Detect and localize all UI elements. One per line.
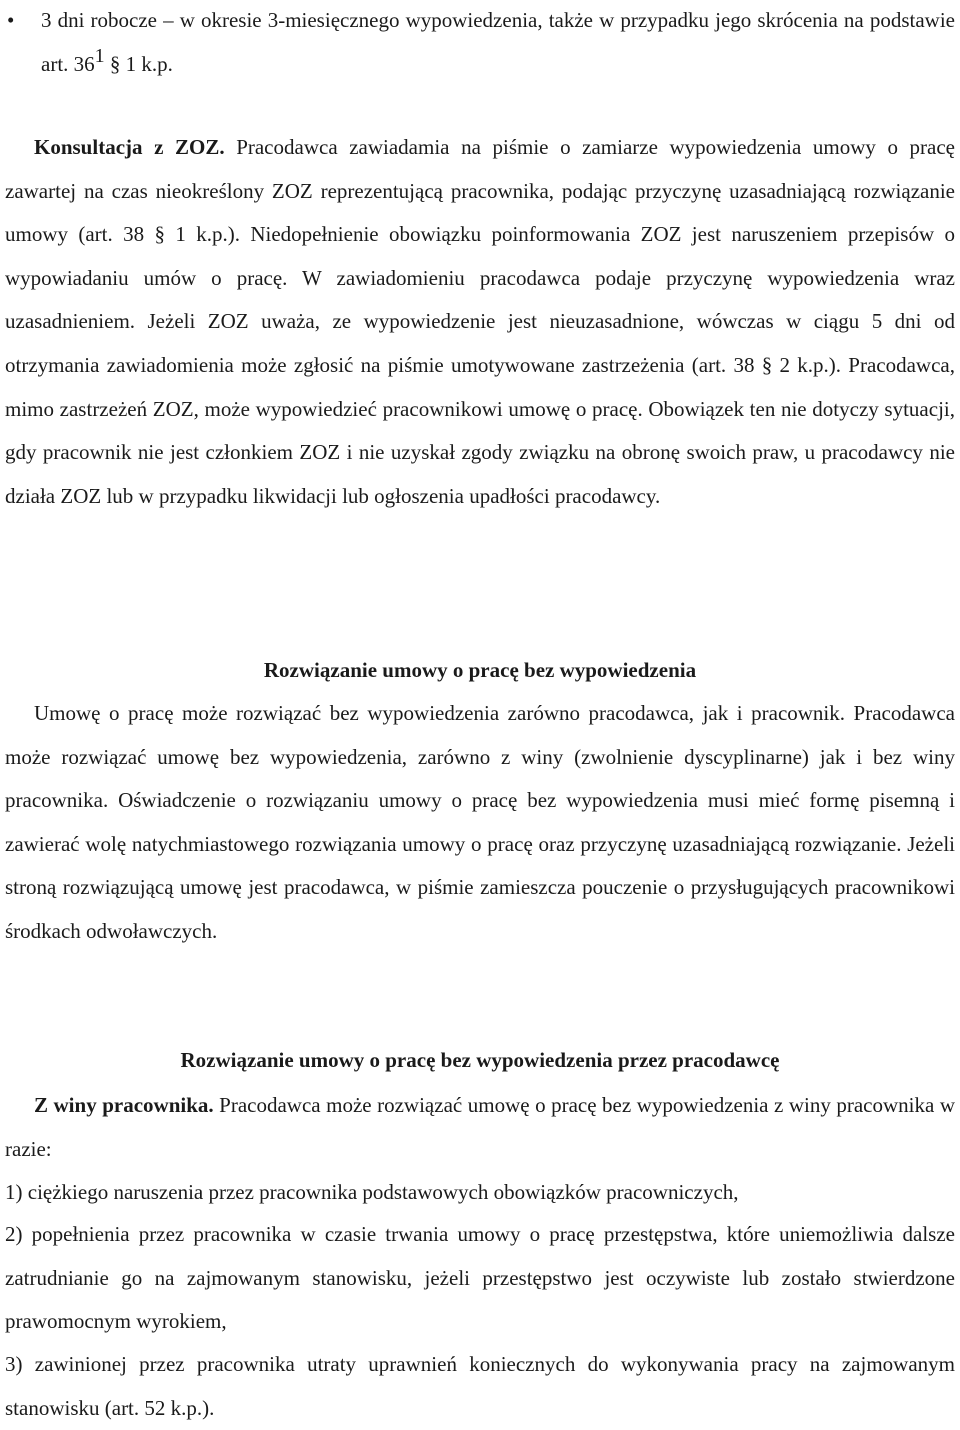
section2-intro <box>5 1084 955 1171</box>
consultation-paragraph <box>5 126 955 518</box>
section1-text: Umowę o pracę może rozwiązać bez wypowiedzenia zarówno pracodawca, jak i pracownik. Pracodawca może rozwiązać umowę bez wypowiedzenia, zarówno z winy (zwolnienie dyscyplinarne) jak i bez winy pracownika. Oświadczenie o rozwiązaniu umowy o pracę bez wypowiedzenia musi mieć formę pisemną i zawierać wolę natychmiastowego rozwiązania umowy o pracę oraz przyczynę uzasadniającą rozwiązanie. Jeżeli stroną rozwiązującą umowę jest pracodawca, w piśmie zamieszcza pouczenie o przysługujących pracownikowi środkach odwoławczych. <box>5 701 955 943</box>
section-heading-1: Rozwiązanie umowy o pracę bez wypowiedzenia <box>263 658 697 682</box>
bullet-text: 3 dni robocze – w okresie 3-miesięcznego wypowiedzenia, także w przypadku jego skrócenia na podstawie art. 36 <box>41 8 955 76</box>
section2-lead: Z winy pracownika. <box>34 1093 214 1117</box>
section1-paragraph <box>5 692 955 954</box>
consultation-text: Pracodawca zawiadamia na piśmie o zamiarze wypowiedzenia umowy o pracę zawartej na czas nieokreślony ZOZ reprezentującą pracownika, podając przyczynę uzasadniającą rozwiązanie umowy (art. 38 § 1 k.p.). Niedopełnienie obowiązku poinformowania ZOZ jest naruszeniem przepisów o wypowiadaniu umów o pracę. W zawiadomieniu pracodawca podaje przyczynę wypowiedzenia wraz uzasadnieniem. Jeżeli ZOZ uważa, ze wypowiedzenie jest nieuzasadnione, wówczas w ciągu 5 dni od otrzymania zawiadomienia może zgłosić na piśmie umotywowane zastrzeżenia (art. 38 § 2 k.p.). Pracodawca, mimo zastrzeżeń ZOZ, może wypowiedzieć pracownikowi umowę o pracę. Obowiązek ten nie dotyczy sytuacji, gdy pracownik nie jest członkiem ZOZ i nie uzyskał zgody związku na obronę swoich praw, u pracodawcy nie działa ZOZ lub w przypadku likwidacji lub ogłoszenia upadłości pracodawcy. <box>5 135 955 508</box>
bullet-superscript: 1 <box>94 44 105 67</box>
bullet-item <box>5 0 955 87</box>
section-heading-2: Rozwiązanie umowy o pracę bez wypowiedzenia przez pracodawcę <box>180 1048 780 1072</box>
bullet-marker: • <box>7 8 15 32</box>
section2-text: Pracodawca może rozwiązać umowę o pracę bez wypowiedzenia z winy pracownika w razie: <box>5 1093 955 1161</box>
list-item: 1) ciężkiego naruszenia przez pracownika podstawowych obowiązków pracowniczych, <box>5 1180 739 1204</box>
list-item: 2) popełnienia przez pracownika w czasie trwania umowy o pracę przestępstwa, które uniemożliwia dalsze zatrudnianie go na zajmowanym stanowisku, jeżeli przestępstwo jest oczywiste lub zostało stwierdzone prawomocnym wyrokiem, <box>5 1222 955 1334</box>
consultation-lead: Konsultacja z ZOZ. <box>34 135 225 159</box>
list-item: 3) zawinionej przez pracownika utraty uprawnień koniecznych do wykonywania pracy na zajmowanym stanowisku (art. 52 k.p.). <box>5 1352 955 1420</box>
bullet-text-end: § 1 k.p. <box>104 51 173 76</box>
